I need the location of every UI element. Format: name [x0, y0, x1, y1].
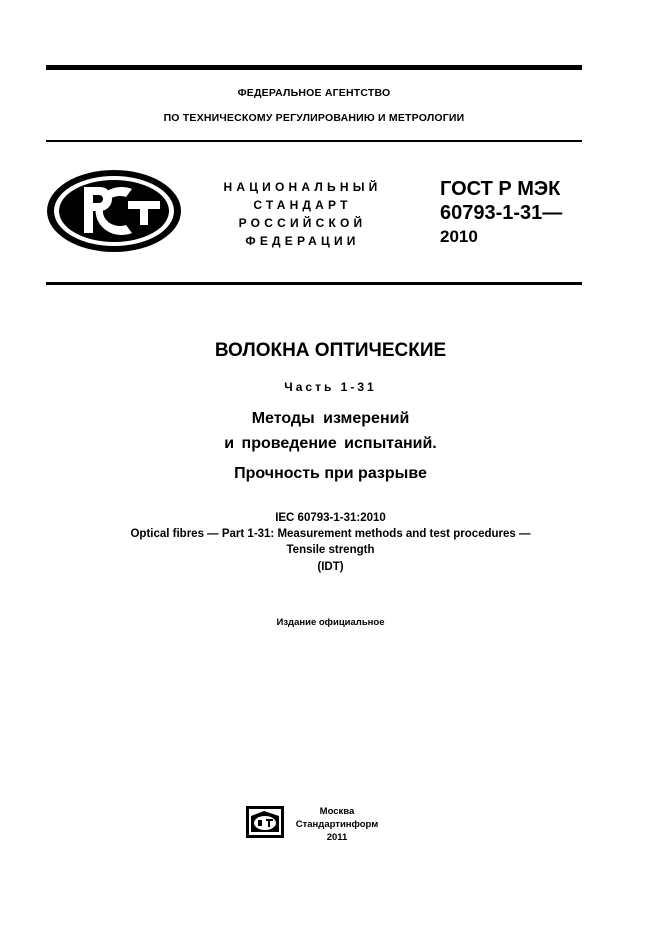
document-subtitle-1: Методы измерений — [251, 410, 410, 427]
document-title: ВОЛОКНА ОПТИЧЕСКИЕ — [214, 340, 447, 361]
designation-line-3: 2010 — [440, 227, 478, 246]
document-part: Часть 1-31 — [284, 380, 377, 394]
national-standard-line-1: НАЦИОНАЛЬНЫЙ — [223, 180, 382, 194]
publisher-city: Москва — [319, 806, 355, 817]
designation-line-2: 60793-1-31— — [440, 202, 563, 224]
national-standard-line-2: СТАНДАРТ — [253, 198, 352, 212]
edition-note: Издание официальное — [276, 617, 385, 628]
document-subtitle-3: Прочность при разрыве — [234, 465, 427, 482]
agency-line-1: ФЕДЕРАЛЬНОЕ АГЕНТСТВО — [237, 87, 391, 99]
idt-marker: (IDT) — [317, 561, 344, 573]
national-standard-line-3: РОССИЙСКОЙ — [238, 216, 367, 230]
iec-title-line-1: Optical fibres — Part 1-31: Measurement methods and test procedures — — [130, 528, 531, 540]
national-standard-line-4: ФЕДЕРАЦИИ — [245, 234, 360, 248]
gost-r-logo-icon — [44, 167, 184, 255]
iec-code: IEC 60793-1-31:2010 — [275, 512, 386, 524]
publisher-year: 2011 — [326, 832, 348, 843]
agency-rule — [46, 140, 582, 142]
publisher-name: Стандартинформ — [295, 819, 379, 830]
agency-line-2: ПО ТЕХНИЧЕСКОМУ РЕГУЛИРОВАНИЮ И МЕТРОЛОГИИ — [163, 112, 465, 124]
standartinform-logo-icon — [246, 806, 284, 838]
header-bottom-rule — [46, 282, 582, 285]
designation-line-1: ГОСТ Р МЭК — [440, 178, 561, 200]
document-subtitle-2: и проведение испытаний. — [224, 435, 437, 452]
iec-title-line-2: Tensile strength — [286, 544, 375, 556]
top-rule-thick — [46, 65, 582, 70]
